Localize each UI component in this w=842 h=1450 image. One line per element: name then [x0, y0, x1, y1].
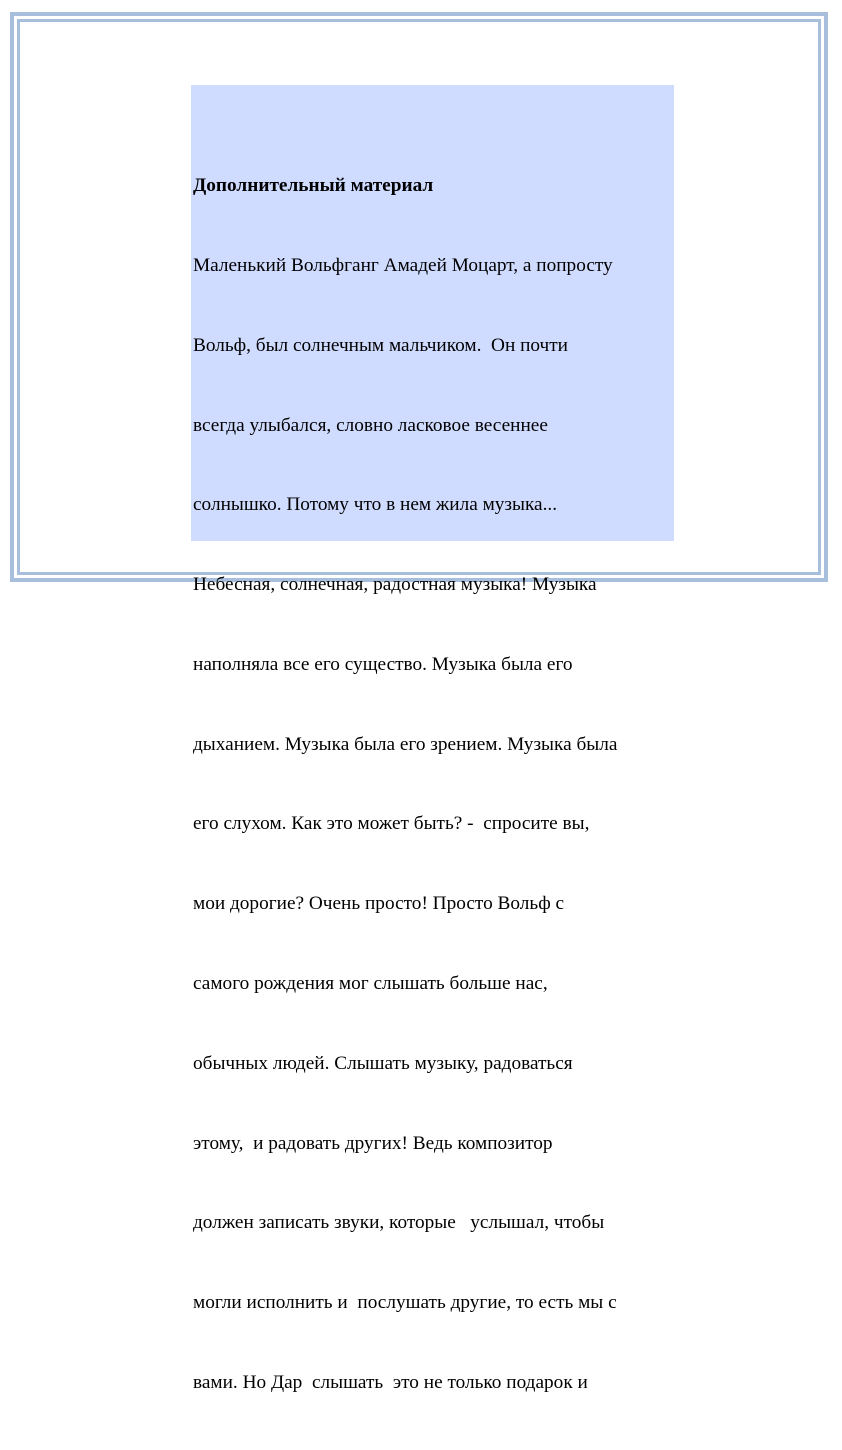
- document-heading: Дополнительный материал: [193, 175, 434, 197]
- text-line: самого рождения мог слышать больше нас,: [193, 973, 548, 994]
- text-box: [191, 85, 674, 1393]
- text-line: дыханием. Музыка была его зрением. Музыка была: [193, 733, 618, 755]
- text-line: могли исполнить и послушать другие, то есть мы с: [193, 1292, 617, 1314]
- text-line: его слухом. Как это может быть? - спросите вы,: [193, 813, 590, 835]
- text-line: этому, и радовать других! Ведь композитор: [193, 1132, 553, 1154]
- text-line: всегда улыбался, словно ласковое весеннее: [193, 414, 548, 436]
- text-line: вами. Но Дар слышать это не только подарок и: [193, 1371, 588, 1393]
- text-line: должен записать звуки, которые услышал, чтобы: [193, 1212, 605, 1234]
- text-line: обычных людей. Слышать музыку, радоваться: [193, 1052, 573, 1074]
- text-line: наполняла все его существо. Музыка была его: [193, 653, 573, 675]
- text-line: Вольф, был солнечным мальчиком. Он почти: [193, 334, 569, 356]
- text-line: Небесная, солнечная, радостная музыка! Музыка: [193, 574, 597, 596]
- text-line: мои дорогие? Очень просто! Просто Вольф с: [193, 893, 565, 915]
- text-line: солнышко. Потому что в нем жила музыка...: [193, 494, 558, 516]
- text-line: Маленький Вольфганг Амадей Моцарт, а попросту: [193, 254, 613, 276]
